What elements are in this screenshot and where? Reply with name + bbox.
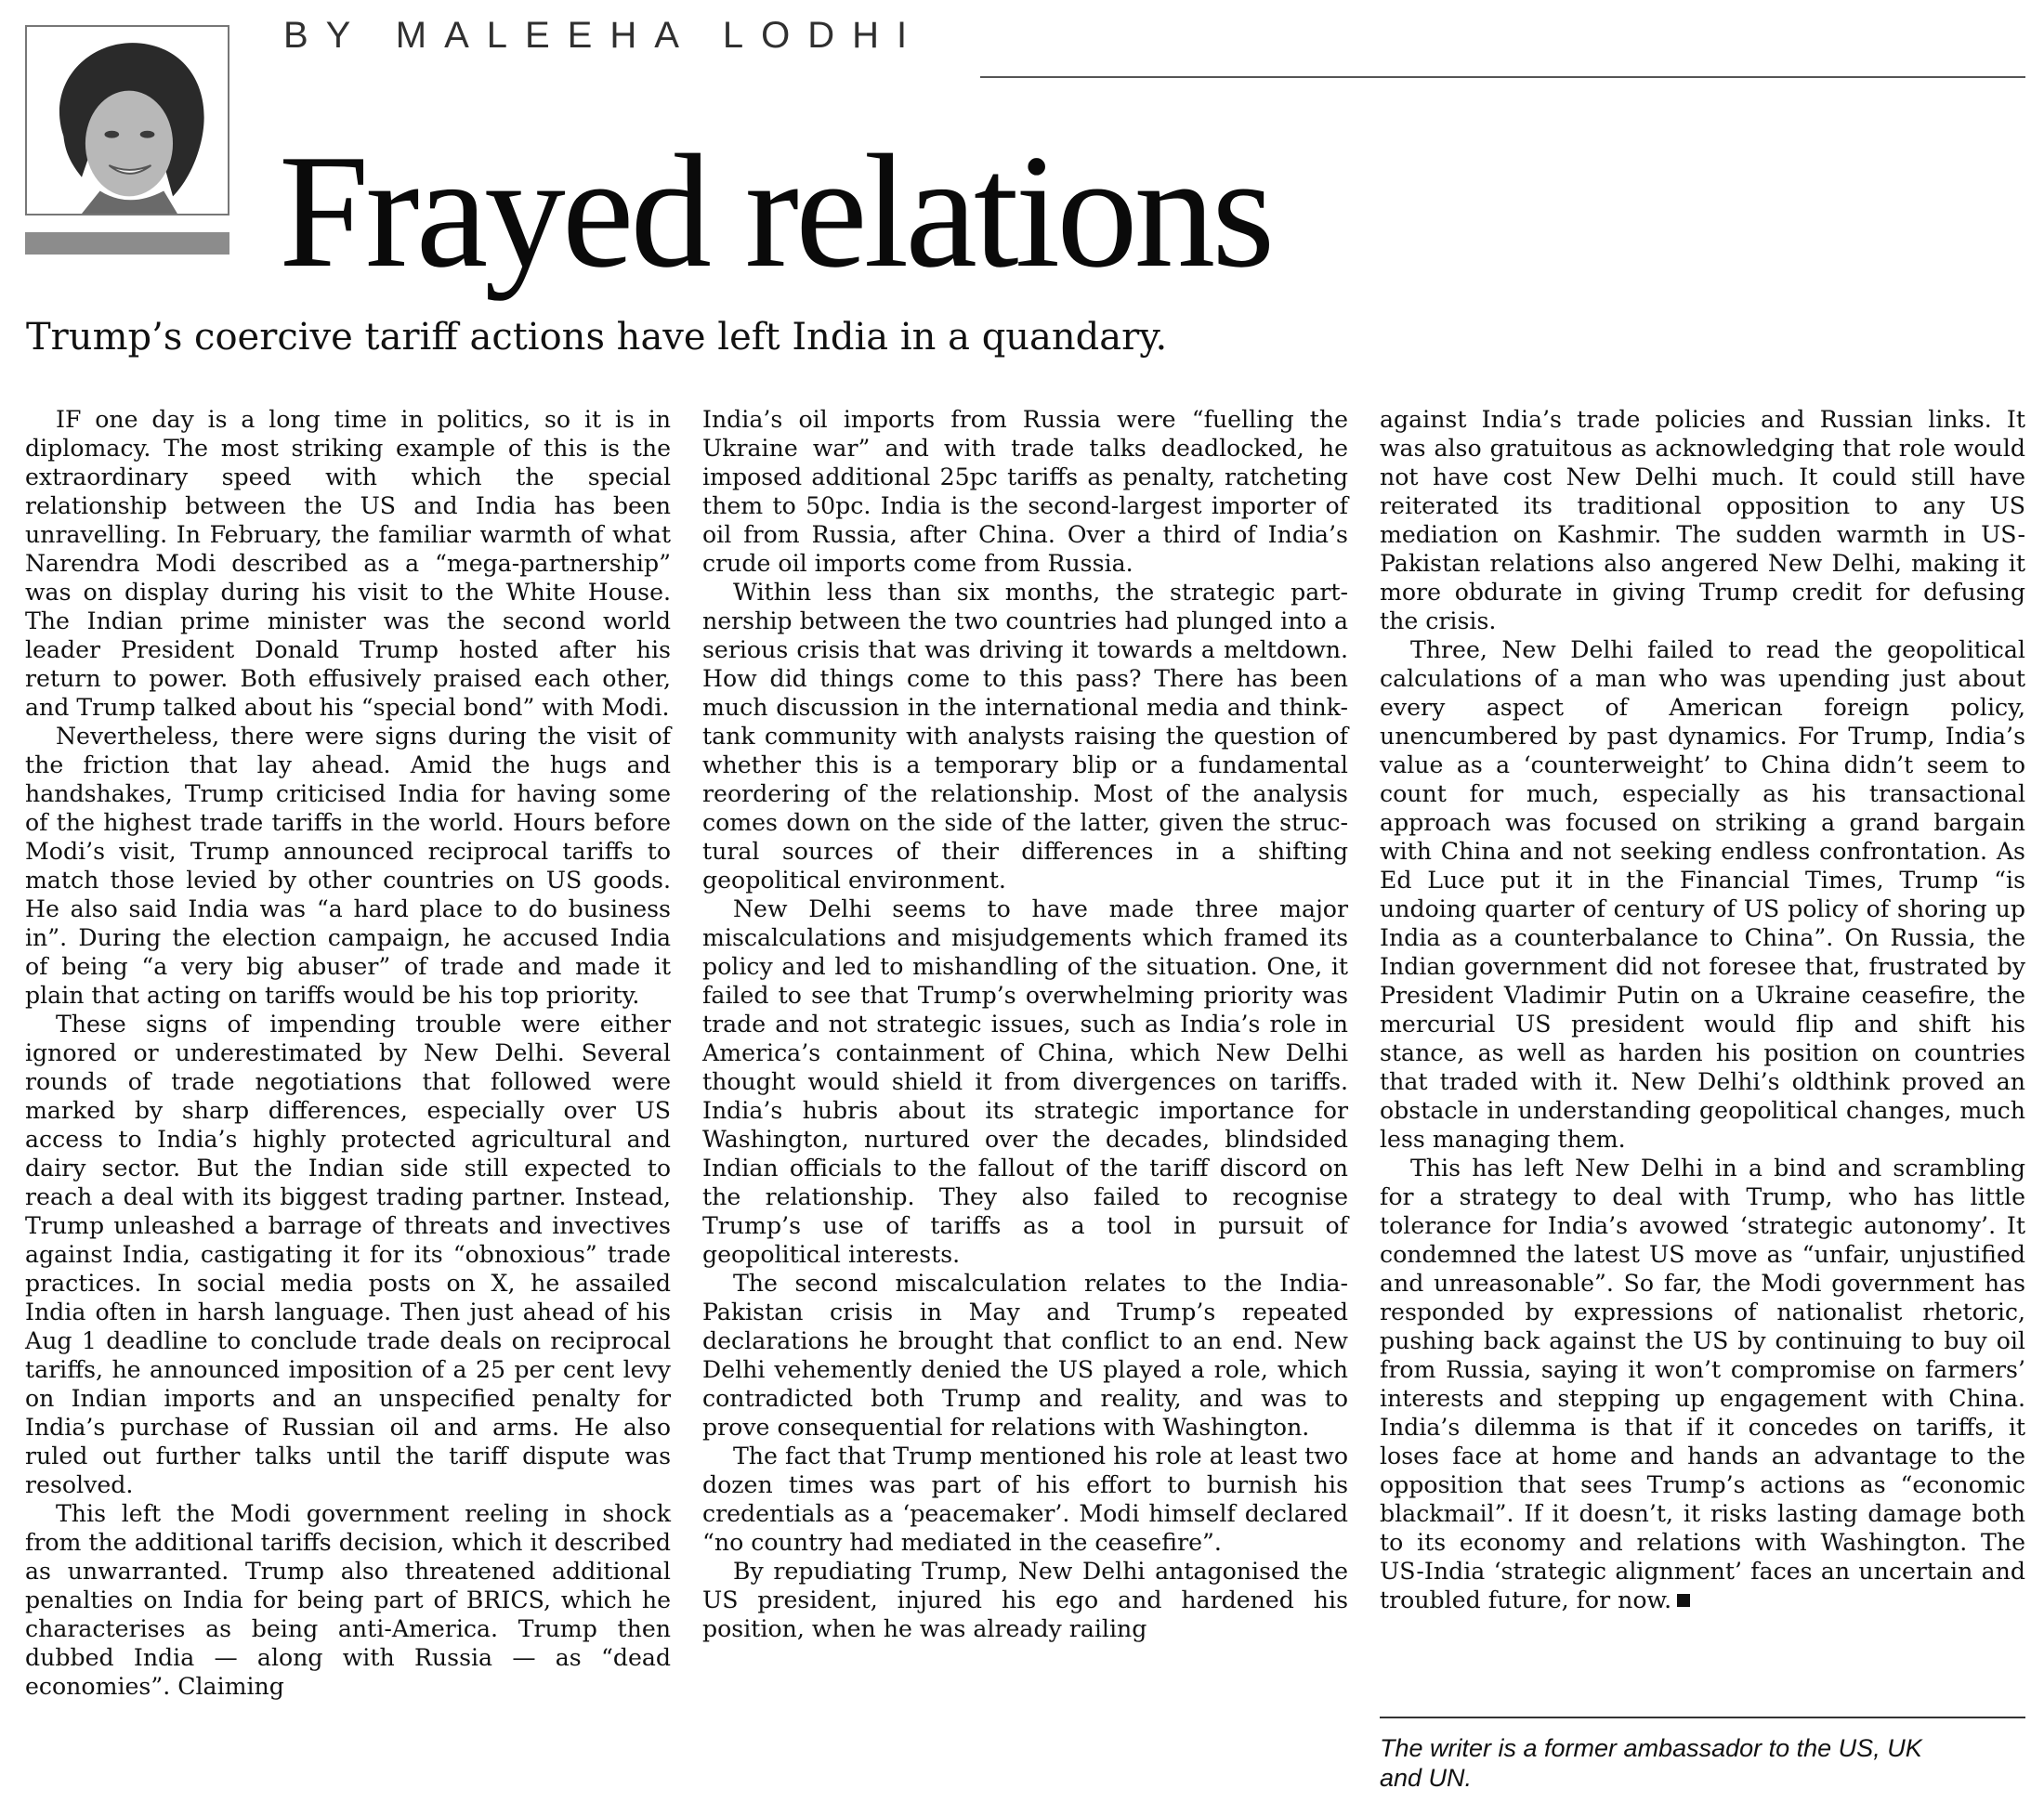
paragraph: IF one day is a long time in politics, so it is in diplomacy. The most striking example of this is the extraordinary speed with which the special relationship between the US and India has been unravelling. In February, the familiar warmth of what Narendra Modi described as a “mega-partnership” was on display during his visit to the White House. The Indian prime minister was the second world leader President Donald Trump hosted after his return to power. Both effusively praised each other, and Trump talked about his “special bond” with Modi.: [25, 406, 671, 721]
author-portrait: [25, 25, 229, 215]
paragraph: against India’s trade policies and Russian links. It was also gratuitous as acknowledging that role would not have cost New Delhi much. It could still have reiterated its traditional opposition to any US mediation on Kashmir. The sudden warmth in US-Pakistan relations also angered New Delhi, making it more obdurate in giving Trump credit for defusing the crisis.: [1380, 406, 2025, 634]
paragraph: [1380, 1154, 2025, 1614]
paragraph: New Delhi seems to have made three major miscalculations and misjudgements which framed its policy and led to mishandling of the situation. One, it failed to see that Trump’s overwhelming priority was trade and not strategic issues, such as India’s role in America’s containment of China, which New Delhi thought would shield it from divergences on tariffs. India’s hubris about its strategic importance for Washington, nurtured over the decades, blindsided Indian officials to the fallout of the tariff discord on the relationship. They also failed to recognise Trump’s use of tariffs as a tool in pursuit of geopolitical interests.: [702, 895, 1348, 1268]
paragraph: The fact that Trump mentioned his role at least two dozen times was part of his effort to burnish his credentials as a ‘peacemaker’. Modi himself declared “no country had mediated in the ceasefire”.: [702, 1443, 1348, 1556]
paragraph: Nevertheless, there were signs during the visit of the friction that lay ahead. Amid the hugs and handshakes, Trump criticised India for having some of the highest trade tariffs in the world. Hours before Modi’s visit, Trump announced reciprocal tariffs to match those levied by other countries on US goods. He also said India was “a hard place to do business in”. During the election campaign, he accused India of being “a very big abuser” of trade and made it plain that acting on tariffs would be his top priority.: [25, 723, 671, 1009]
end-mark-icon: [1677, 1594, 1690, 1607]
paragraph: India’s oil imports from Russia were “fuelling the Ukraine war” and with trade talks deadlocked, he imposed additional 25pc tariffs as penalty, ratcheting them to 50pc. India is the second-largest importer of oil from Russia, after China. Over a third of India’s crude oil imports come from Russia.: [702, 406, 1348, 577]
headline: Frayed relations: [279, 121, 1272, 301]
author-portrait-image: [27, 27, 228, 214]
paragraph: Within less than six months, the strategic partnership between the two countries had plunged into a serious crisis that was driving it towards a meltdown. How did things come to this pass? There has been much discussion in the international media and think-tank community with analysts raising the question of whether this is a temporary blip or a fundamental reordering of the relationship. Most of the analysis comes down on the side of the latter, given the structural sources of their differences in a shifting geopolitical environment.: [702, 579, 1348, 894]
portrait-bar: [25, 232, 229, 255]
end-rule: [1380, 1717, 2025, 1718]
byline: BY MALEEHA LODHI: [283, 15, 925, 56]
paragraph: These signs of impending trouble were either ignored or underestimated by New Delhi. Several rounds of trade negotiations that followed were marked by sharp differences, especially over US access to India’s highly protected agricultural and dairy sector. But the Indian side still expected to reach a deal with its biggest trading partner. Instead, Trump unleashed a barrage of threats and invectives against India, castigating it for its “obnoxious” trade practices. In social media posts on X, he assailed India often in harsh language. Then just ahead of his Aug 1 deadline to conclude trade deals on reciprocal tariffs, he announced imposition of a 25 per cent levy on Indian imports and an unspecified penalty for India’s purchase of Russian oil and arms. He also ruled out further talks until the tariff dispute was resolved.: [25, 1011, 671, 1498]
paragraph: By repudiating Trump, New Delhi antagonised the US president, injured his ego and hardened his position, when he was already railing: [702, 1558, 1348, 1642]
paragraph: This left the Modi government reeling in shock from the additional tariffs decision, which it described as unwarranted. Trump also threatened additional penalties on India for being part of BRICS, which he characterises as being anti-America. Trump then dubbed India — along with Russia — as “dead economies”. Claiming: [25, 1500, 671, 1700]
paragraph: Three, New Delhi failed to read the geopolitical calculations of a man who was upending just about every aspect of American foreign policy, unencumbered by past dynamics. For Trump, India’s value as a ‘counterweight’ to China didn’t seem to count for much, especially as his transactional approach was focused on striking a grand bargain with China and not seeking endless confrontation. As Ed Luce put it in the Financial Times, Trump “is undoing quarter of century of US policy of shoring up India as a counterbalance to China”. On Russia, the Indian government did not foresee that, frustrated by President Vladimir Putin on a Ukraine ceasefire, the mercurial US president would flip and shift his stance, as well as harden his position on countries that traded with it. New Delhi’s oldthink proved an obstacle in understanding geopolitical changes, much less managing them.: [1380, 636, 2025, 1153]
column-2: [702, 405, 1348, 1643]
byline-rule: [980, 76, 2025, 78]
final-paragraph-text: This has left New Delhi in a bind and scrambling for a strategy to deal with Trump, who has little tolerance for India’s avowed ‘strategic autonomy’. It condemned the latest US move as “unfair, unjustified and unreasonable”. So far, the Modi government has responded by expressions of nationalist rhetoric, pushing back against the US by continuing to buy oil from Russia, saying it won’t compromise on farmers’ interests and stepping up engagement with China. India’s dilemma is that if it concedes on tariffs, it loses face at home and hands an advantage to the opposition that sees Trump’s actions as “economic blackmail”. If it doesn’t, it risks lasting damage both to its economy and relations with Washington. The US-India ‘strategic alignment’ faces an uncertain and troubled future, for now.: [1380, 1155, 2025, 1613]
column-1: [25, 405, 671, 1701]
author-bio: The writer is a former ambassador to the US, UK and UN.: [1380, 1734, 1922, 1792]
deck: Trump’s coercive tariff actions have left India in a quandary.: [26, 316, 1168, 359]
column-3: [1380, 405, 2025, 1614]
paragraph: The second miscalculation relates to the India-Pakistan crisis in May and Trump’s repeated declarations he brought that conflict to an end. New Delhi vehemently denied the US played a role, which contradicted both Trump and reality, and was to prove consequential for relations with Washington.: [702, 1270, 1348, 1441]
